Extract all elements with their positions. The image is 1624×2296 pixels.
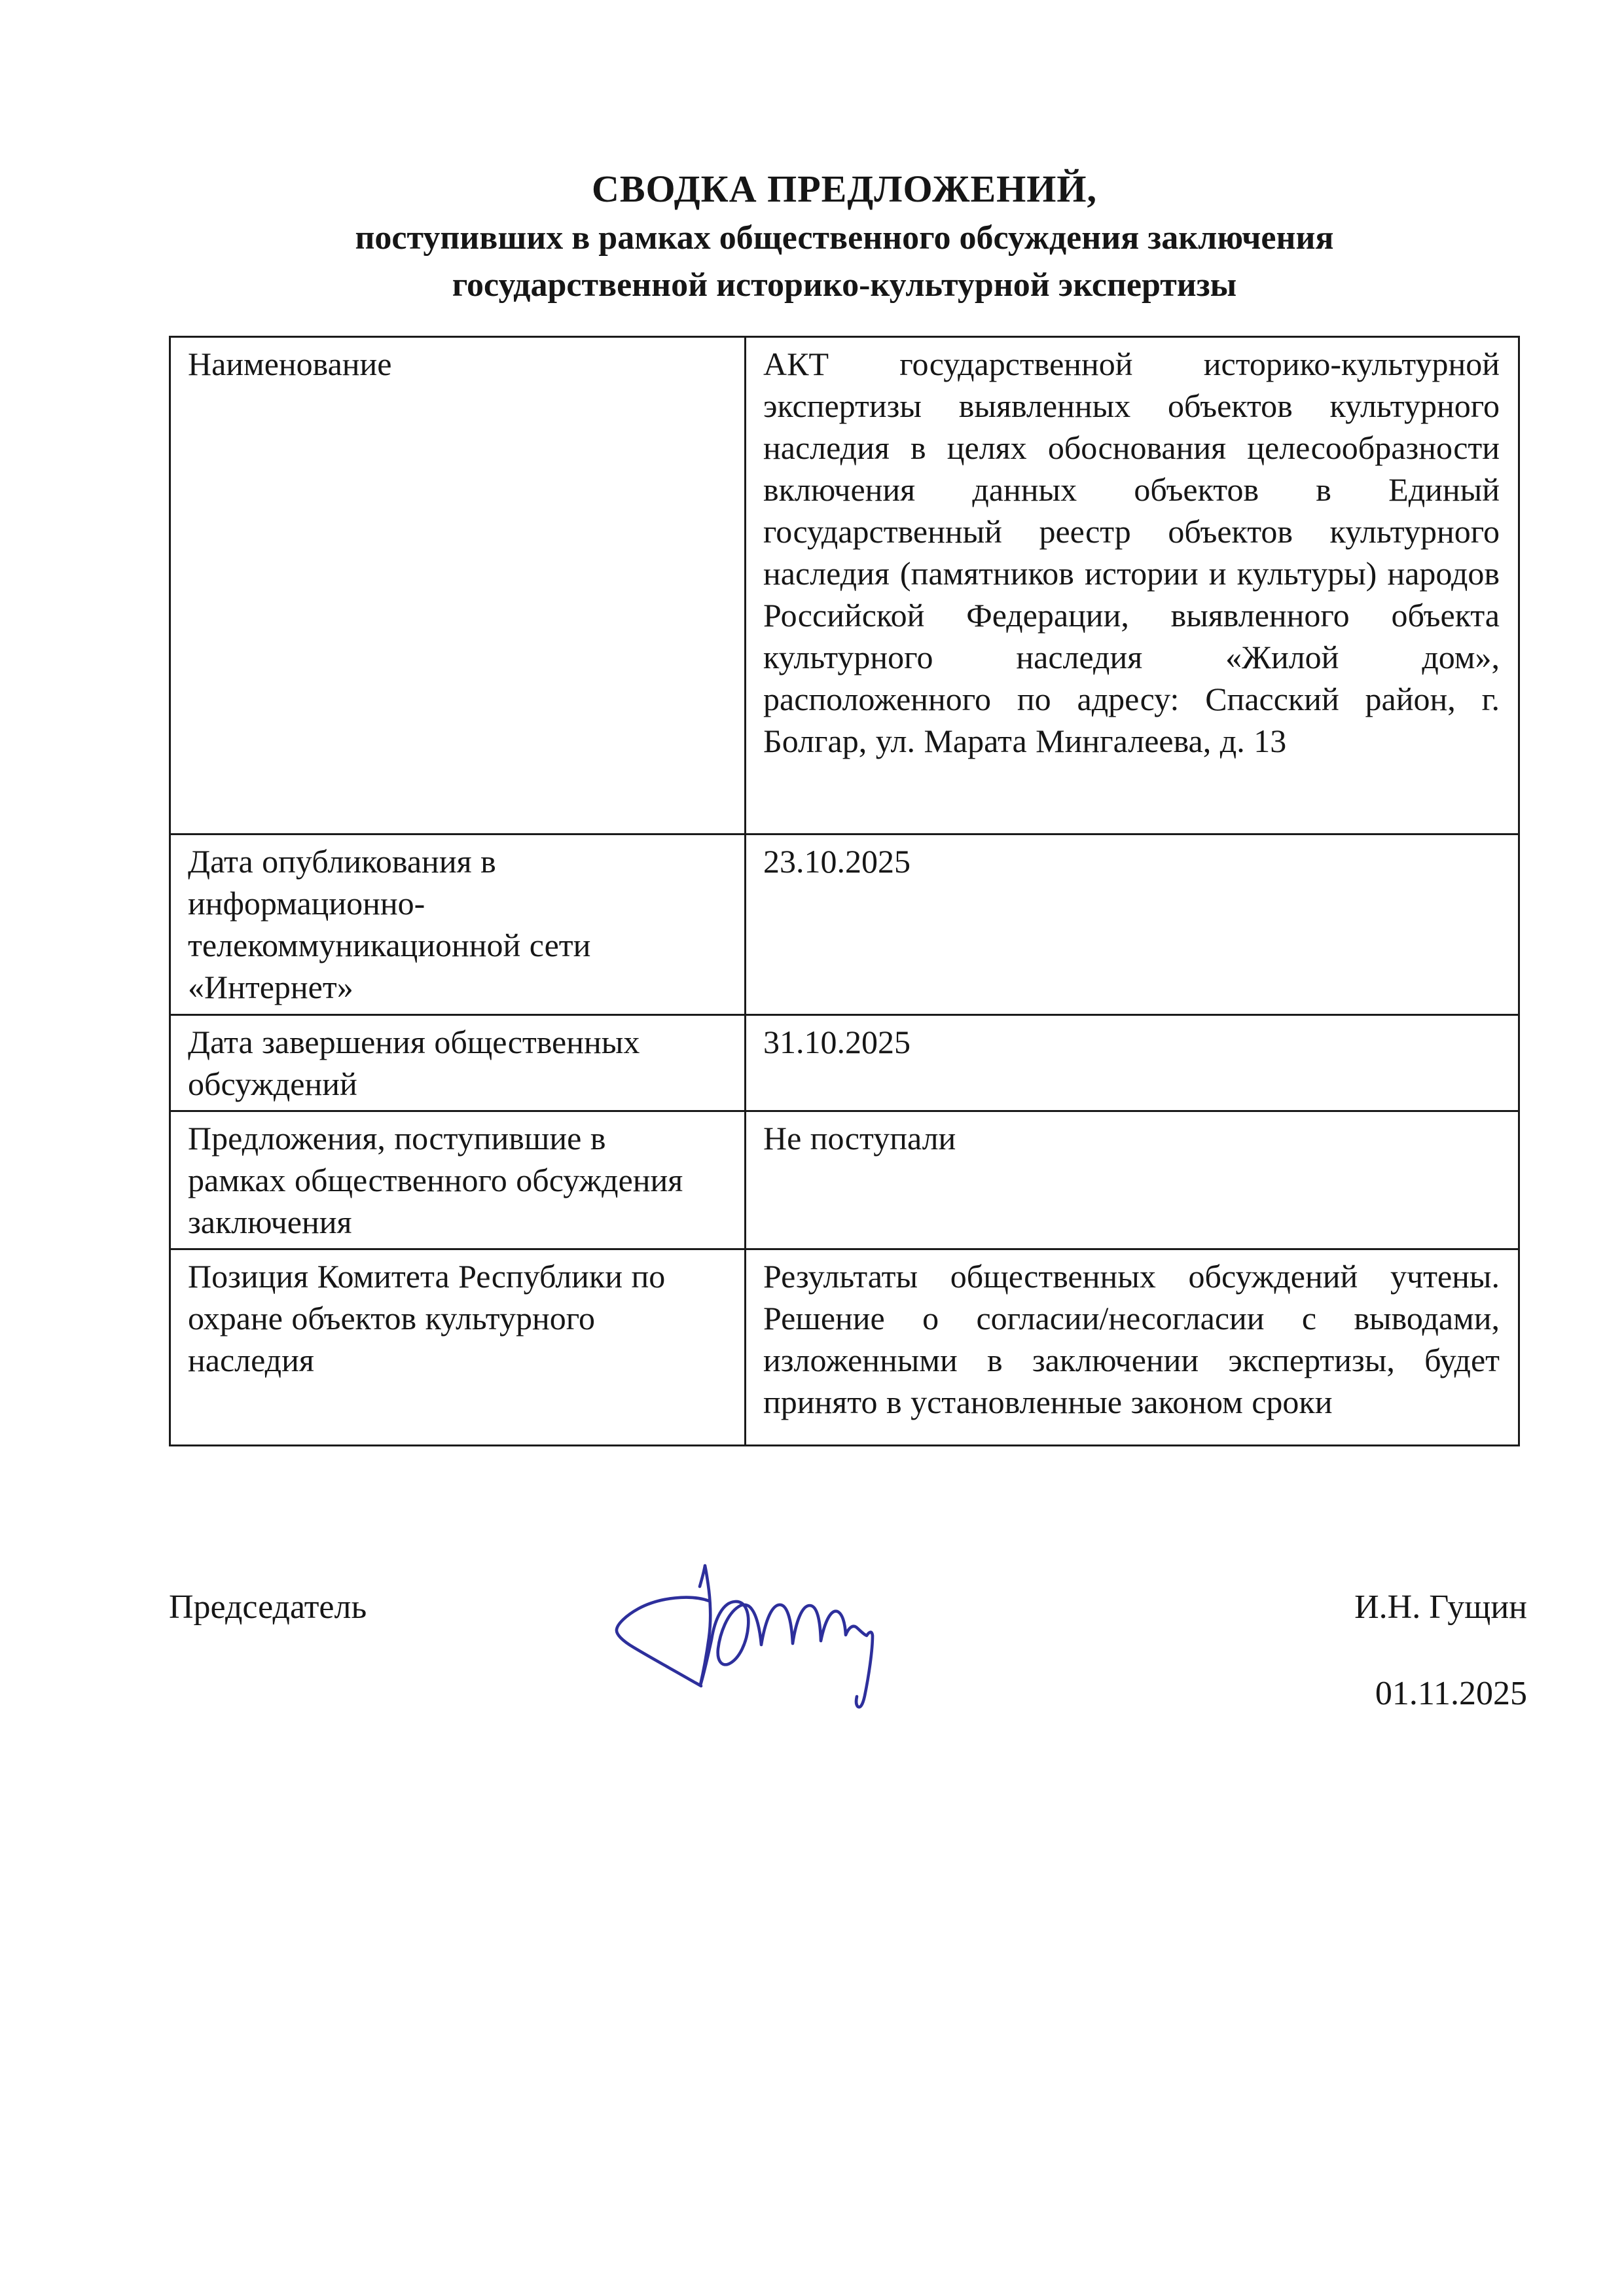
row-value-proposals: Не поступали [746,1111,1519,1249]
row-value-committee-position: Результаты общественных обсуждений учтены. Решение о согласии/несогласии с выводами, изложенными в заключении экспертизы, будет принято в установленные законом сроки [746,1249,1519,1446]
table-row [170,337,1519,834]
signature-stroke [617,1566,873,1707]
row-label-name: Наименование [170,337,746,834]
table-row [170,1015,1519,1111]
row-value-name: АКТ государственной историко-культурной экспертизы выявленных объектов культурного наследия в целях обоснования целесообразности включения данных объектов в Единый государственный реестр объектов культурного наследия (памятников истории и культуры) народов Российской Федерации, выявленного объекта культурного наследия «Жилой дом», расположенного по адресу: Спасский район, г. Болгар, ул. Марата Мингалеева, д. 13 [746,337,1519,834]
document-title [169,164,1520,309]
row-label-proposals: Предложения, поступившие в рамках общественного обсуждения заключения [170,1111,746,1249]
row-value-publication-date: 23.10.2025 [746,834,1519,1015]
table-row [170,1111,1519,1249]
table-row [170,1249,1519,1446]
row-label-committee-position: Позиция Комитета Республики по охране объектов культурного наследия [170,1249,746,1446]
row-label-publication-date: Дата опубликования в информационно-телекоммуникационной сети «Интернет» [170,834,746,1015]
table-row [170,834,1519,1015]
title-line-2: поступивших в рамках общественного обсуждения заключения [355,219,1334,257]
signature-ink [576,1538,943,1800]
signature-date: 01.11.2025 [1375,1675,1527,1712]
signature-role: Председатель [169,1588,367,1626]
title-line-3: государственной историко-культурной экспертизы [452,266,1237,304]
summary-table [169,336,1520,1446]
signature-name: И.Н. Гущин [1354,1588,1527,1626]
row-value-end-date: 31.10.2025 [746,1015,1519,1111]
row-label-end-date: Дата завершения общественных обсуждений [170,1015,746,1111]
title-line-1: СВОДКА ПРЕДЛОЖЕНИЙ, [591,168,1098,210]
